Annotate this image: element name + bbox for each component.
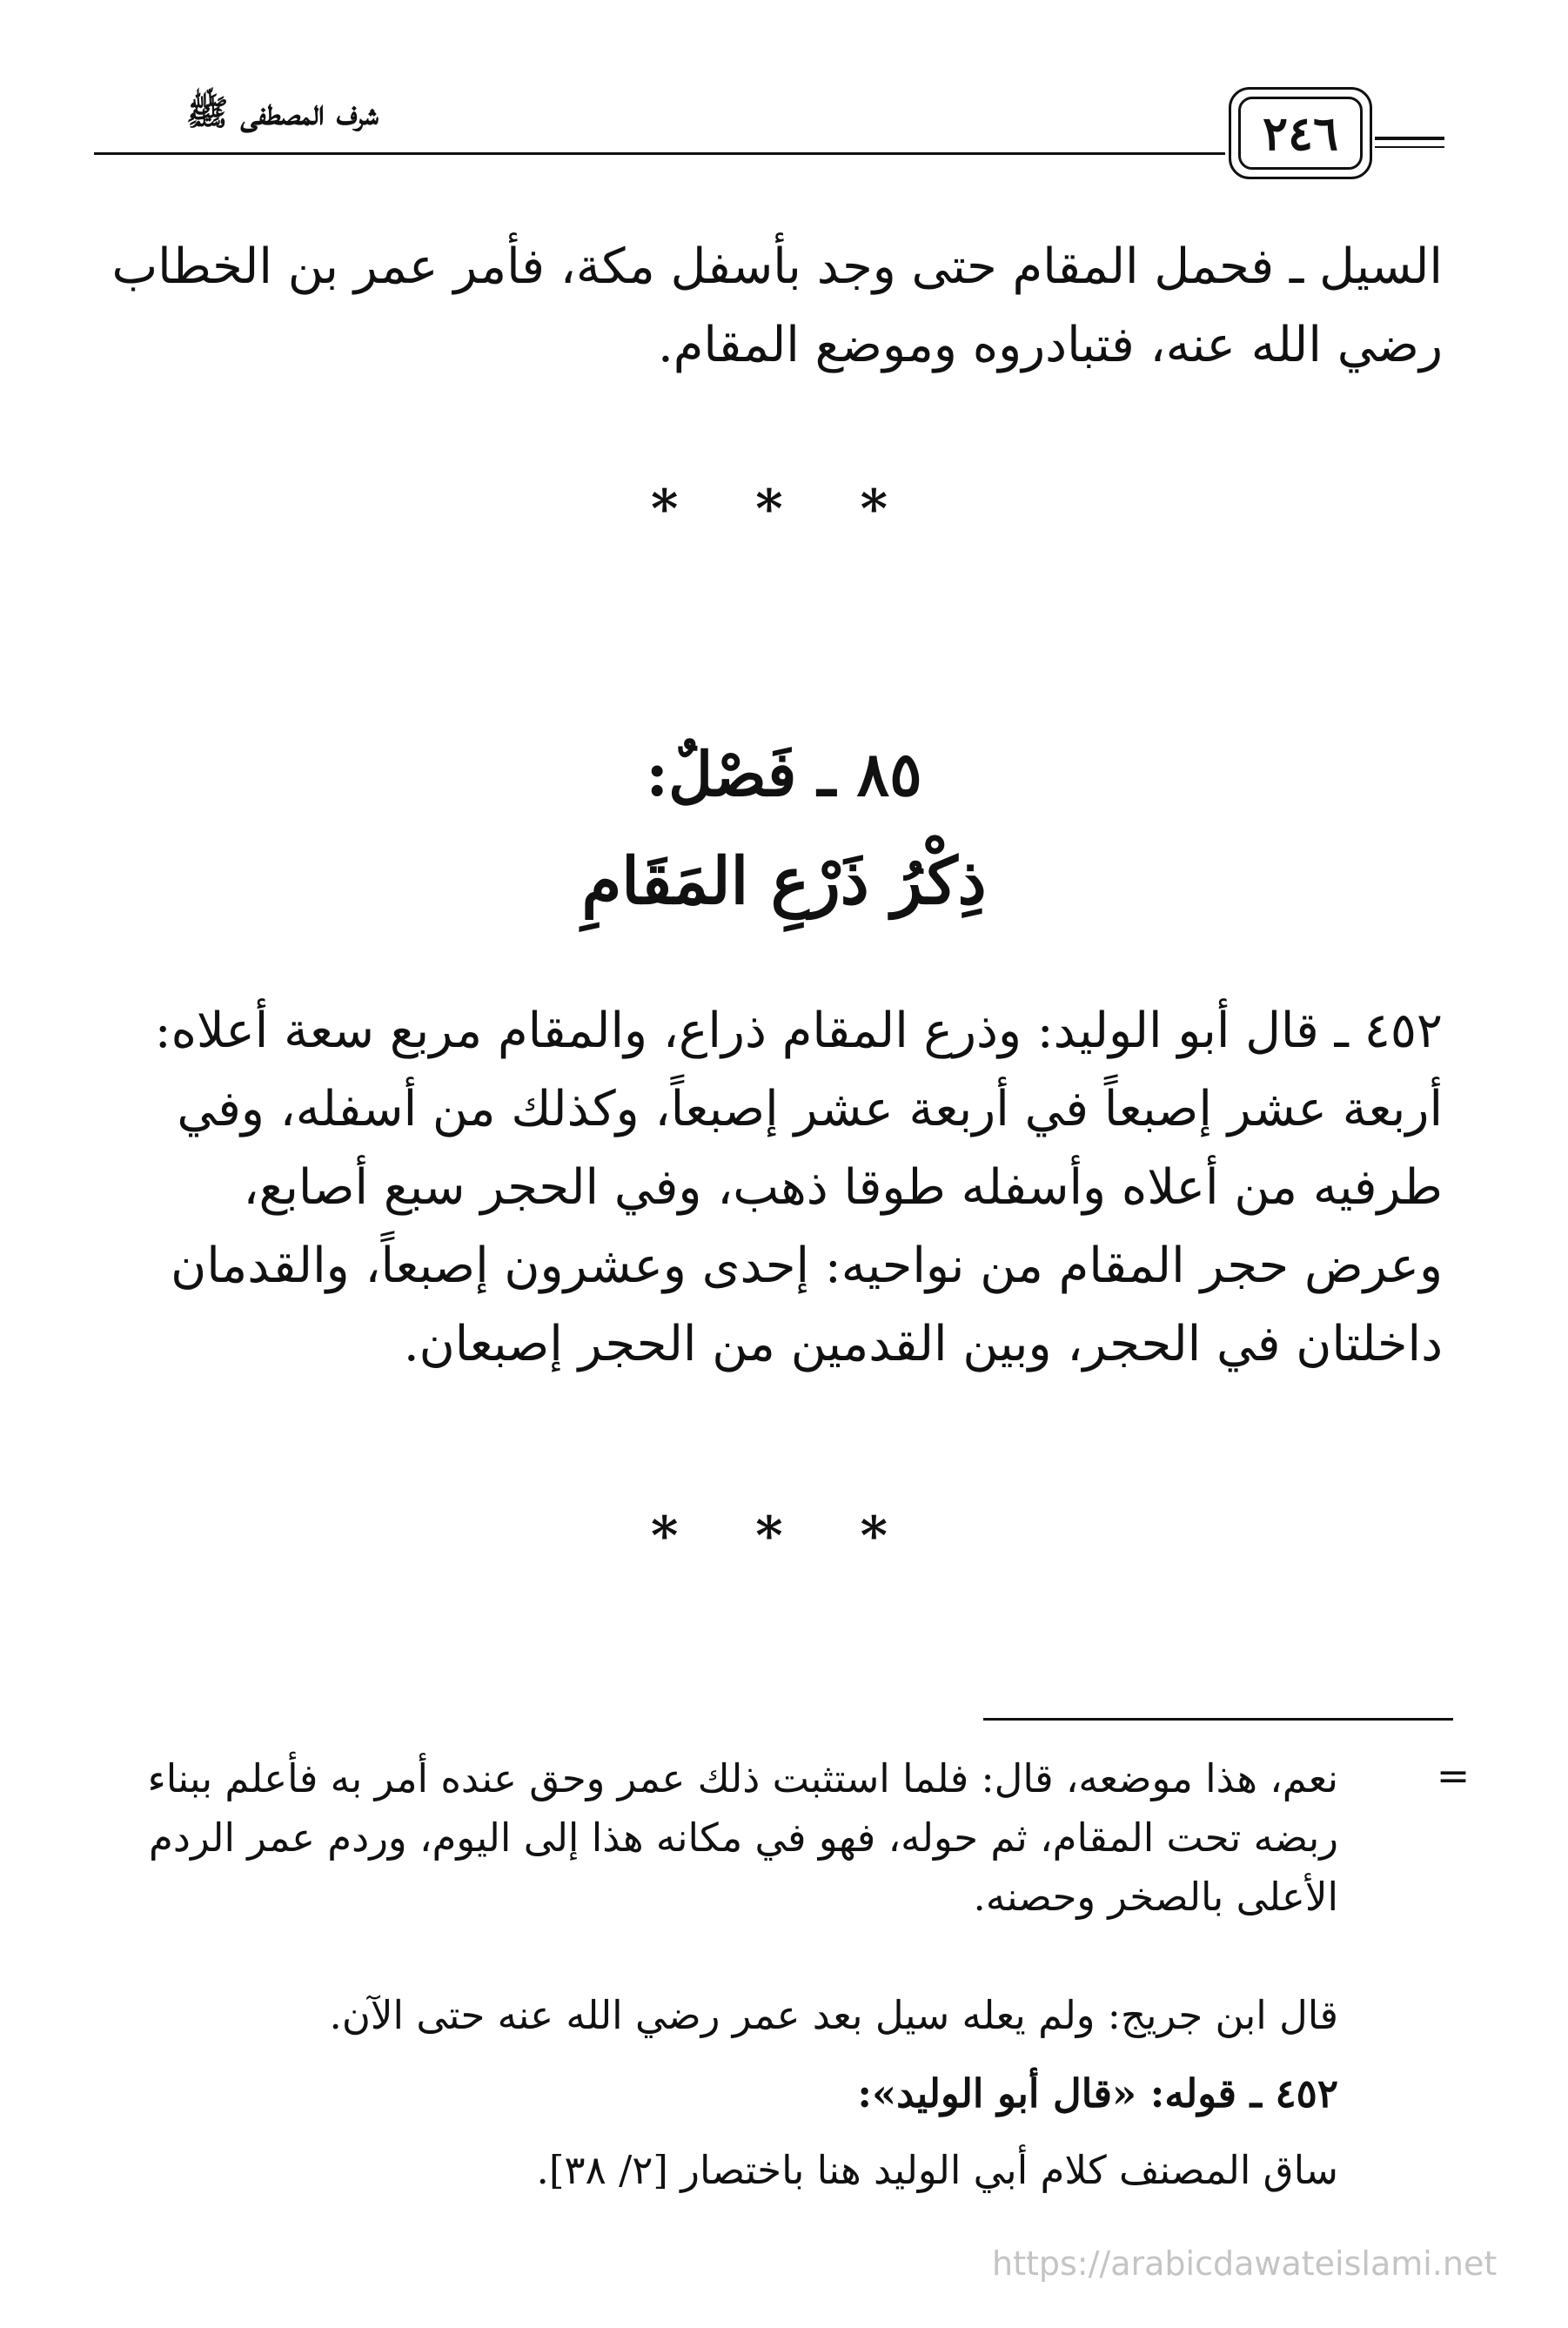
header-rule [94, 152, 1225, 155]
separator-stars: * * * [651, 479, 917, 540]
page-number: ٢٤٦ [1238, 97, 1363, 170]
header-rule-right-thin [1375, 146, 1444, 148]
report-paragraph-452: ٤٥٢ ـ قال أبو الوليد: وذرع المقام ذراع، والمقام مربع سعة أعلاه: أربعة عشر إصبعاً في أربعة عشر إصبعاً، وكذلك من أسفله، وفي طرفيه من أعلاه وأسفله طوقا ذهب، وفي الحجر سبع أصابع، وعرض حجر المقام من نواحيه: إحدى وعشرون إصبعاً، والقدمان داخلتان في الحجر، وبين القدمين من الحجر إصبعان. [154, 1003, 1443, 1372]
footnote-452-text: ساق المصنف كلام أبي الوليد هنا باختصار [٢/ ٣٨]. [536, 2147, 1338, 2193]
footnote-ibn-jurayj: قال ابن جريج: ولم يعله سيل بعد عمر رضي الله عنه حتى الآن. [329, 1992, 1338, 2038]
section-title: ٨٥ ـ فَصْلٌ: [646, 738, 922, 810]
page-number-frame [1229, 87, 1372, 179]
footnote-452-heading: ٤٥٢ ـ قوله: «قال أبو الوليد»: [857, 2070, 1338, 2117]
watermark-url: https://arabicdawateislami.net [992, 2244, 1498, 2283]
section-subtitle: ذِكْرُ ذَرْعِ المَقَامِ [581, 844, 987, 919]
separator-stars: * * * [651, 1506, 917, 1567]
running-title: شرف المصطفى ﷺ [186, 92, 379, 133]
footnote-rule [983, 1718, 1453, 1721]
header-rule-right-thick [1375, 137, 1444, 140]
footnote-continuation-mark: = [1436, 1752, 1471, 1799]
continuation-paragraph: السيل ـ فحمل المقام حتى وجد بأسفل مكة، فأمر عمر بن الخطاب رضي الله عنه، فتبادروه وموضع المقام. [111, 238, 1443, 373]
footnote-continued: نعم، هذا موضعه، قال: فلما استثبت ذلك عمر وحق عنده أمر به فأعلم ببناء ربضه تحت المقام، ثم حوله، فهو في مكانه هذا إلى اليوم، وردم عمر الردم الأعلى بالصخر وحصنه. [147, 1755, 1338, 1920]
